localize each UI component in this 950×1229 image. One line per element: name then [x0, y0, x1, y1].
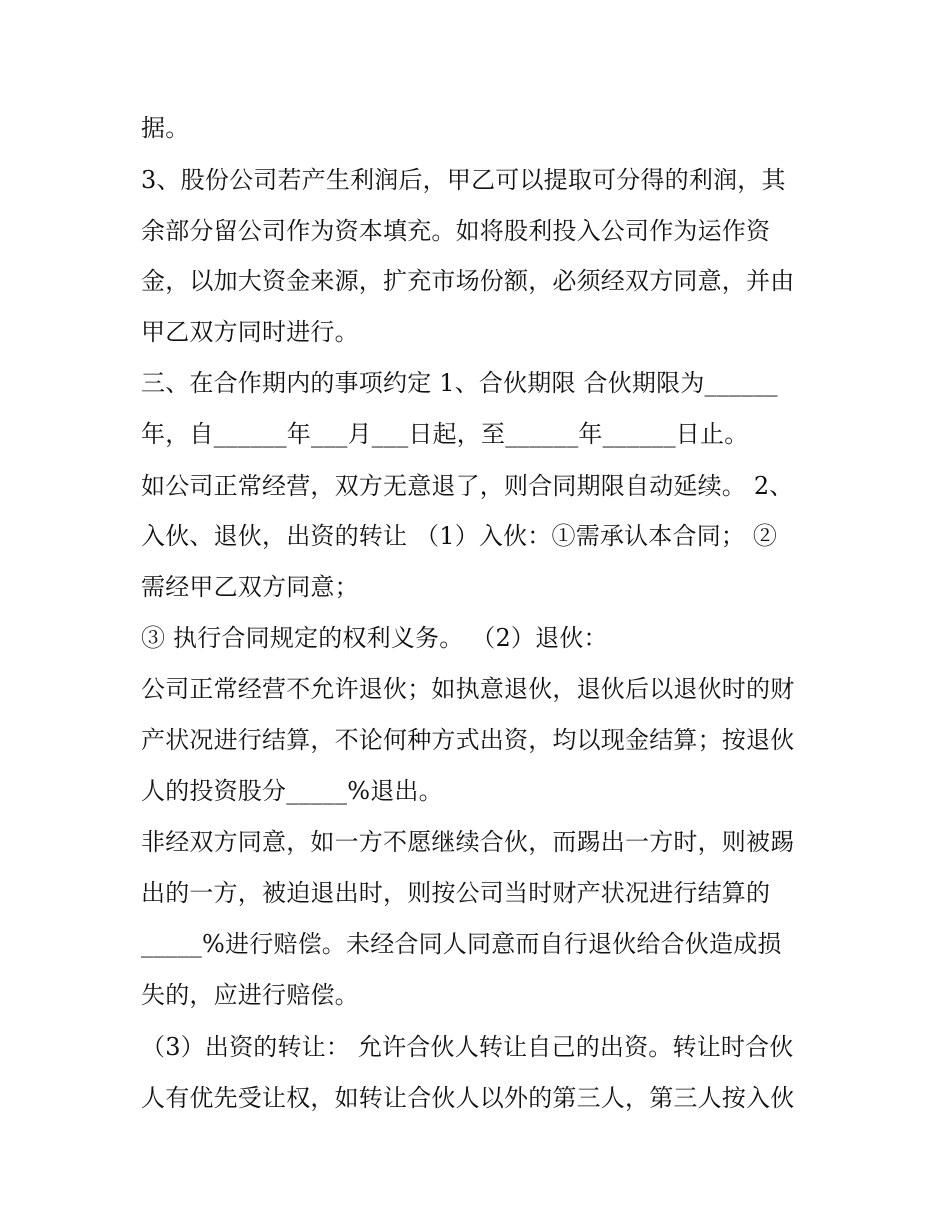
text-line: ③ 执行合同规定的权利义务。 （2）退伙： — [141, 624, 608, 652]
text-line: 需经甲乙双方同意； — [141, 573, 359, 601]
text-line: _____%进行赔偿。未经合同人同意而自行退伙给合伙造成损 — [141, 930, 782, 958]
text-line: 入伙、退伙，出资的转让 （1）入伙：①需承认本合同； ② — [141, 522, 778, 550]
text-line: 非经双方同意，如一方不愿继续合伙，而踢出一方时，则被踢 — [141, 828, 795, 856]
text-line: 如公司正常经营，双方无意退了，则合同期限自动延续。 2、 — [141, 472, 794, 500]
text-line: 3、股份公司若产生利润后，甲乙可以提取可分得的利润，其 — [141, 166, 786, 194]
text-line: 据。 — [141, 114, 190, 142]
text-line: 金，以加大资金来源，扩充市场份额，必须经双方同意，并由 — [141, 267, 795, 295]
text-line: 三、在合作期内的事项约定 1、合伙期限 合伙期限为______ — [141, 369, 778, 397]
text-line: 产状况进行结算，不论何种方式出资，均以现金结算；按退伙 — [141, 726, 795, 754]
text-line: 公司正常经营不允许退伙；如执意退伙，退伙后以退伙时的财 — [141, 675, 795, 703]
text-line: 人的投资股分_____%退出。 — [141, 777, 443, 805]
text-line: 余部分留公司作为资本填充。如将股利投入公司作为运作资 — [141, 217, 771, 245]
text-line: 甲乙双方同时进行。 — [141, 318, 359, 346]
text-line: （3）出资的转让： 允许合伙人转让自己的出资。转让时合伙 — [141, 1033, 794, 1061]
text-line: 出的一方，被迫退出时，则按公司当时财产状况进行结算的 — [141, 879, 771, 907]
text-line: 年，自______年___月___日起，至______年______日止。 — [141, 420, 749, 448]
text-line: 失的，应进行赔偿。 — [141, 981, 359, 1009]
text-line: 人有优先受让权，如转让合伙人以外的第三人，第三人按入伙 — [141, 1084, 795, 1112]
